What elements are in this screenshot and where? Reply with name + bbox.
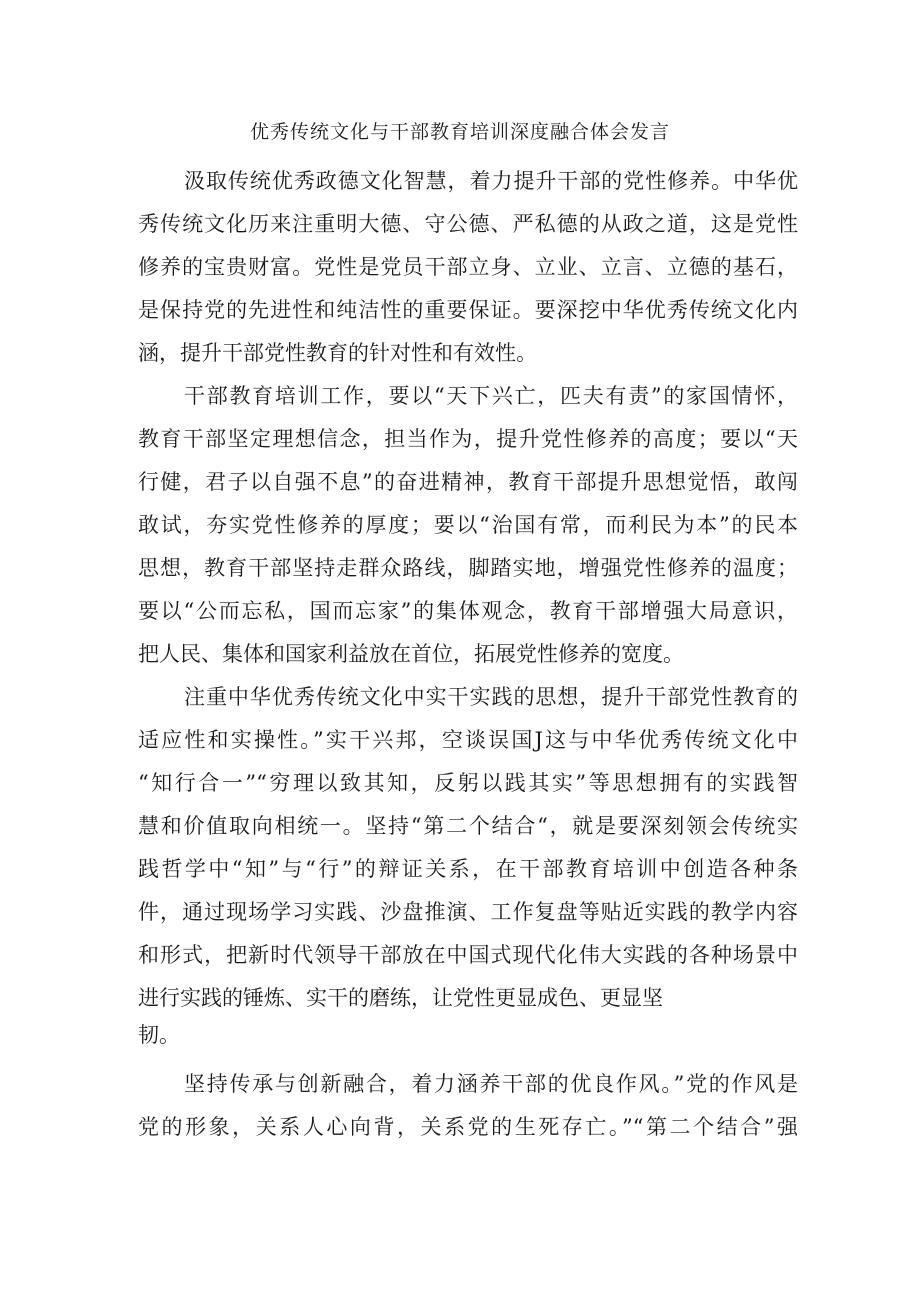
paragraph-1-line-5: 涵，提升干部党性教育的针对性和有效性。 (138, 341, 537, 365)
paragraph-3-line-3: “知行合一”“穷理以致其知，反躬以践其实”等思想拥有的实践智 (138, 771, 798, 795)
paragraph-3-line-9: 韧。 (138, 1023, 180, 1047)
paragraph-1-line-4: 是保持党的先进性和纯洁性的重要保证。要深挖中华优秀传统文化内 (138, 298, 798, 322)
document-title: 优秀传统文化与干部教育培训深度融合体会发言 (249, 121, 670, 143)
paragraph-2-line-2: 教育干部坚定理想信念，担当作为，提升党性修养的高度；要以“天 (138, 427, 798, 451)
paragraph-3-line-6: 件，通过现场学习实践、沙盘推演、工作复盘等贴近实践的教学内容 (138, 900, 798, 924)
paragraph-3-line-7: 和形式，把新时代领导干部放在中国式现代化伟大实践的各种场景中 (138, 943, 798, 967)
paragraph-3-line-2: 适应性和实操性。”实干兴邦，空谈误国J这与中华优秀传统文化中 (138, 728, 798, 752)
paragraph-2-line-5: 思想，教育干部坚持走群众路线，脚踏实地，增强党性修养的温度； (138, 556, 798, 580)
paragraph-3-line-8: 进行实践的锤炼、实干的磨练，让党性更显成色、更显坚 (138, 986, 663, 1010)
paragraph-3-line-1: 注重中华优秀传统文化中实干实践的思想，提升干部党性教育的 (184, 685, 798, 709)
paragraph-2-line-7: 把人民、集体和国家利益放在首位，拓展党性修养的宽度。 (138, 642, 684, 666)
paragraph-4-line-2: 党的形象，关系人心向背，关系党的生死存亡。”“第二个结合”强 (138, 1115, 798, 1139)
paragraph-1-line-2: 秀传统文化历来注重明大德、守公德、严私德的从政之道，这是党性 (138, 212, 798, 236)
paragraph-3-line-5: 践哲学中“知”与“行”的辩证关系，在干部教育培训中创造各种条 (138, 857, 798, 881)
paragraph-1-line-1: 汲取传统优秀政德文化智慧，着力提升干部的党性修养。中华优 (184, 169, 798, 193)
paragraph-2-line-4: 敢试，夯实党性修养的厚度；要以“治国有常，而利民为本”的民本 (138, 513, 798, 537)
paragraph-2-line-3: 行健，君子以自强不息”的奋进精神，教育干部提升思想觉悟，敢闯 (138, 470, 798, 494)
paragraph-2-line-6: 要以“公而忘私，国而忘家”的集体观念，教育干部增强大局意识， (138, 599, 798, 623)
paragraph-1-line-3: 修养的宝贵财富。党性是党员干部立身、立业、立言、立德的基石， (138, 255, 798, 279)
paragraph-3-line-4: 慧和价值取向相统一。坚持“第二个结合“，就是要深刻领会传统实 (138, 814, 798, 838)
paragraph-4-line-1: 坚持传承与创新融合，着力涵养干部的优良作风。”党的作风是 (184, 1072, 798, 1096)
paragraph-2-line-1: 干部教育培训工作，要以“天下兴亡，匹夫有责”的家国情怀， (184, 384, 798, 408)
